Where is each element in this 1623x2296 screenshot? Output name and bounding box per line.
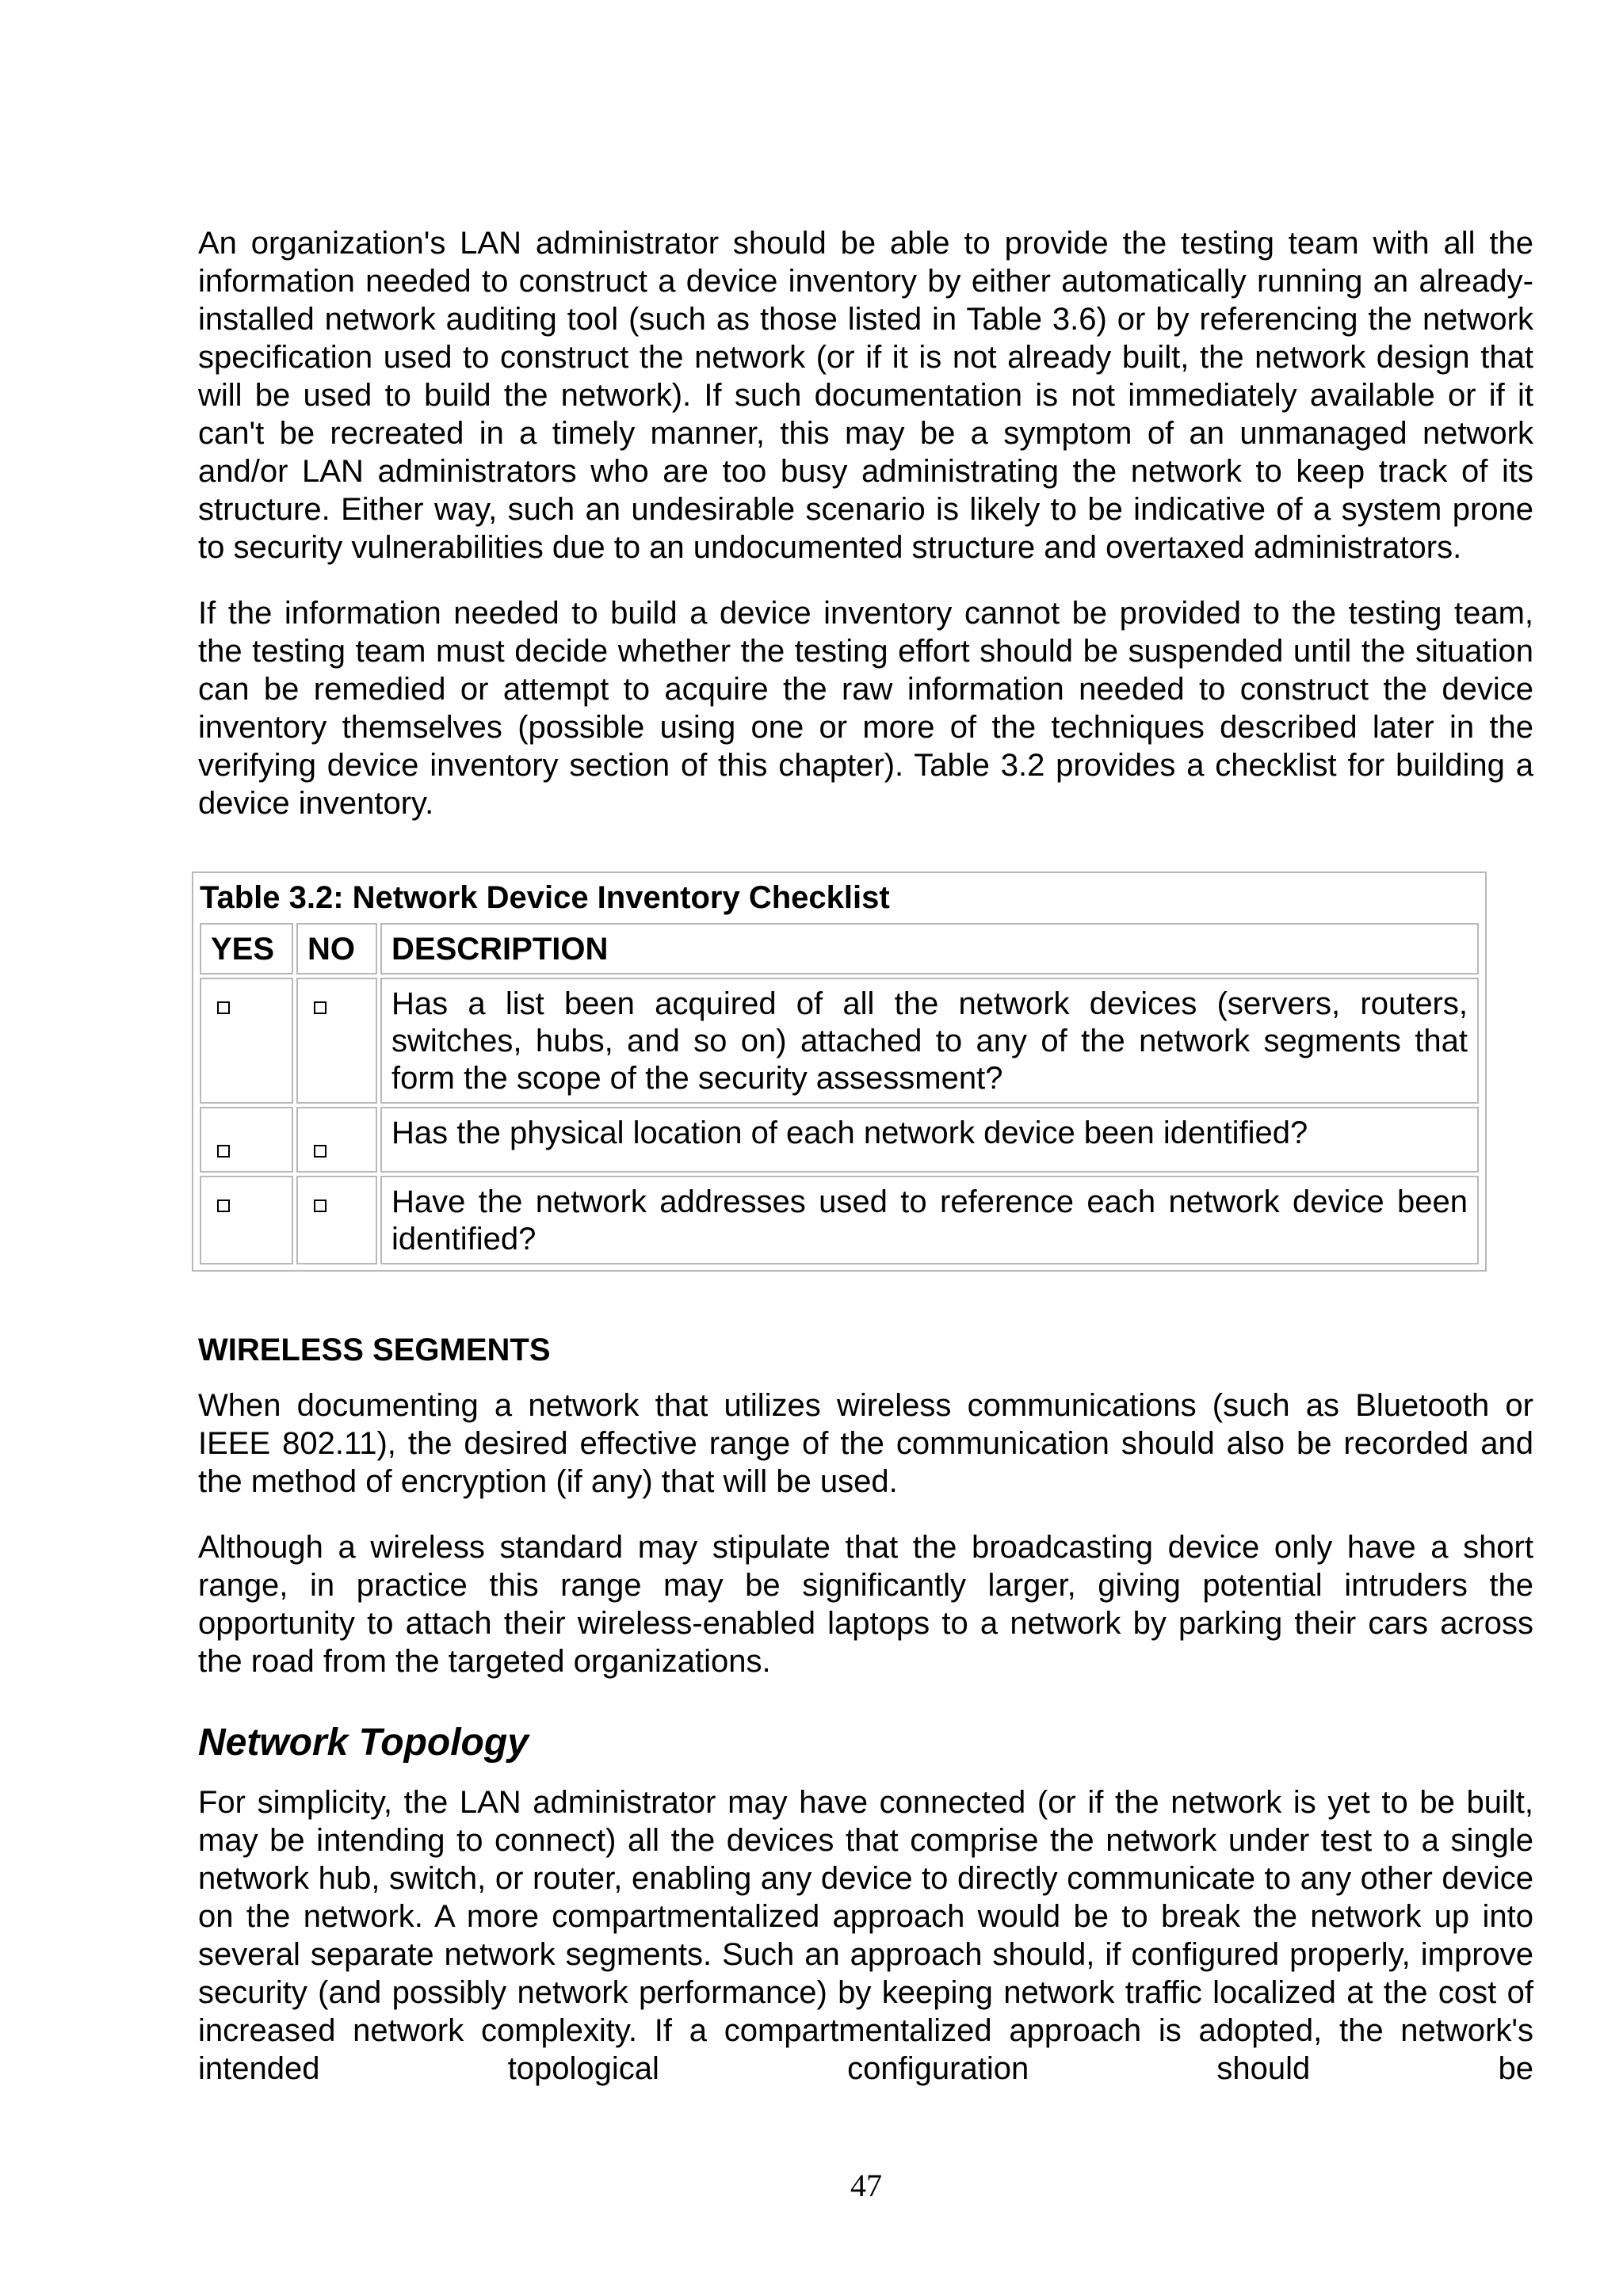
no-cell (296, 1107, 377, 1173)
paragraph-wireless-documentation: When documenting a network that utilizes wireless communications (such as Bluetooth or IEEE 802.11), the desired effective range of the communication should also be recorded and the method of encryption (if any) that will be used. (198, 1388, 1533, 1499)
page-number: 47 (850, 2168, 882, 2203)
table-header-row (200, 923, 1479, 974)
network-topology-heading: Network Topology (198, 1722, 529, 1764)
header-no: NO (296, 923, 377, 974)
paragraph-wireless-range: Although a wireless standard may stipulate that the broadcasting device only have a short range, in practice this range may be significantly larger, giving potential intruders the opportunity to attach their wireless-enabled laptops to a network by parking their cars across the road from the targeted organizations. (198, 1530, 1533, 1679)
no-cell (296, 978, 377, 1104)
network-device-inventory-checklist (197, 920, 1482, 1268)
table-row (200, 1107, 1479, 1173)
table-caption: Table 3.2: Network Device Inventory Checklist (200, 880, 890, 915)
wireless-segments-heading: WIRELESS SEGMENTS (198, 1333, 551, 1367)
checkbox-icon (217, 1145, 230, 1158)
table-row (200, 1176, 1479, 1264)
no-cell (296, 1176, 377, 1264)
description-cell: Have the network addresses used to reference each network device been identified? (380, 1176, 1479, 1264)
checkbox-icon (217, 1001, 230, 1014)
table-row (200, 978, 1479, 1104)
yes-cell (200, 1107, 293, 1173)
document-page (198, 224, 1533, 2088)
paragraph-inventory-unavailable: If the information needed to build a device inventory cannot be provided to the testing team, the testing team must decide whether the testing effort should be suspended until the situation can be remedied or attempt to acquire the raw information needed to construct the device inventory themselves (possible using one or more of the techniques described later in the verifying device inventory section of this chapter). Table 3.2 provides a checklist for building a device inventory. (198, 596, 1533, 821)
yes-cell (200, 1176, 293, 1264)
checkbox-icon (217, 1199, 230, 1212)
checklist-table-container (192, 871, 1487, 1272)
header-yes: YES (200, 923, 293, 974)
checkbox-icon (314, 1199, 327, 1212)
paragraph-network-topology: For simplicity, the LAN administrator may have connected (or if the network is yet to be built, may be intending to connect) all the devices that comprise the network under test to a single network hub, switch, or router, enabling any device to directly communicate to any other device on the network. A more compartmentalized approach would be to break the network up into several separate network segments. Such an approach should, if configured properly, improve security (and possibly network performance) by keeping network traffic localized at the cost of increased network complexity. If a compartmentalized approach is adopted, the network's intended topological configuration should be (198, 1785, 1533, 2086)
description-cell: Has the physical location of each network device been identified? (380, 1107, 1479, 1173)
header-description: DESCRIPTION (380, 923, 1479, 974)
description-cell: Has a list been acquired of all the network devices (servers, routers, switches, hubs, and so on) attached to any of the network segments that form the scope of the security assessment? (380, 978, 1479, 1104)
checkbox-icon (314, 1001, 327, 1014)
paragraph-device-inventory-source: An organization's LAN administrator should be able to provide the testing team with all the information needed to construct a device inventory by either automatically running an already-installed network auditing tool (such as those listed in Table 3.6) or by referencing the network specification used to construct the network (or if it is not already built, the network design that will be used to build the network). If such documentation is not immediately available or if it can't be recreated in a timely manner, this may be a symptom of an unmanaged network and/or LAN administrators who are too busy administrating the network to keep track of its structure. Either way, such an undesirable scenario is likely to be indicative of a system prone to security vulnerabilities due to an undocumented structure and overtaxed administrators. (198, 226, 1533, 565)
checkbox-icon (314, 1145, 327, 1158)
yes-cell (200, 978, 293, 1104)
